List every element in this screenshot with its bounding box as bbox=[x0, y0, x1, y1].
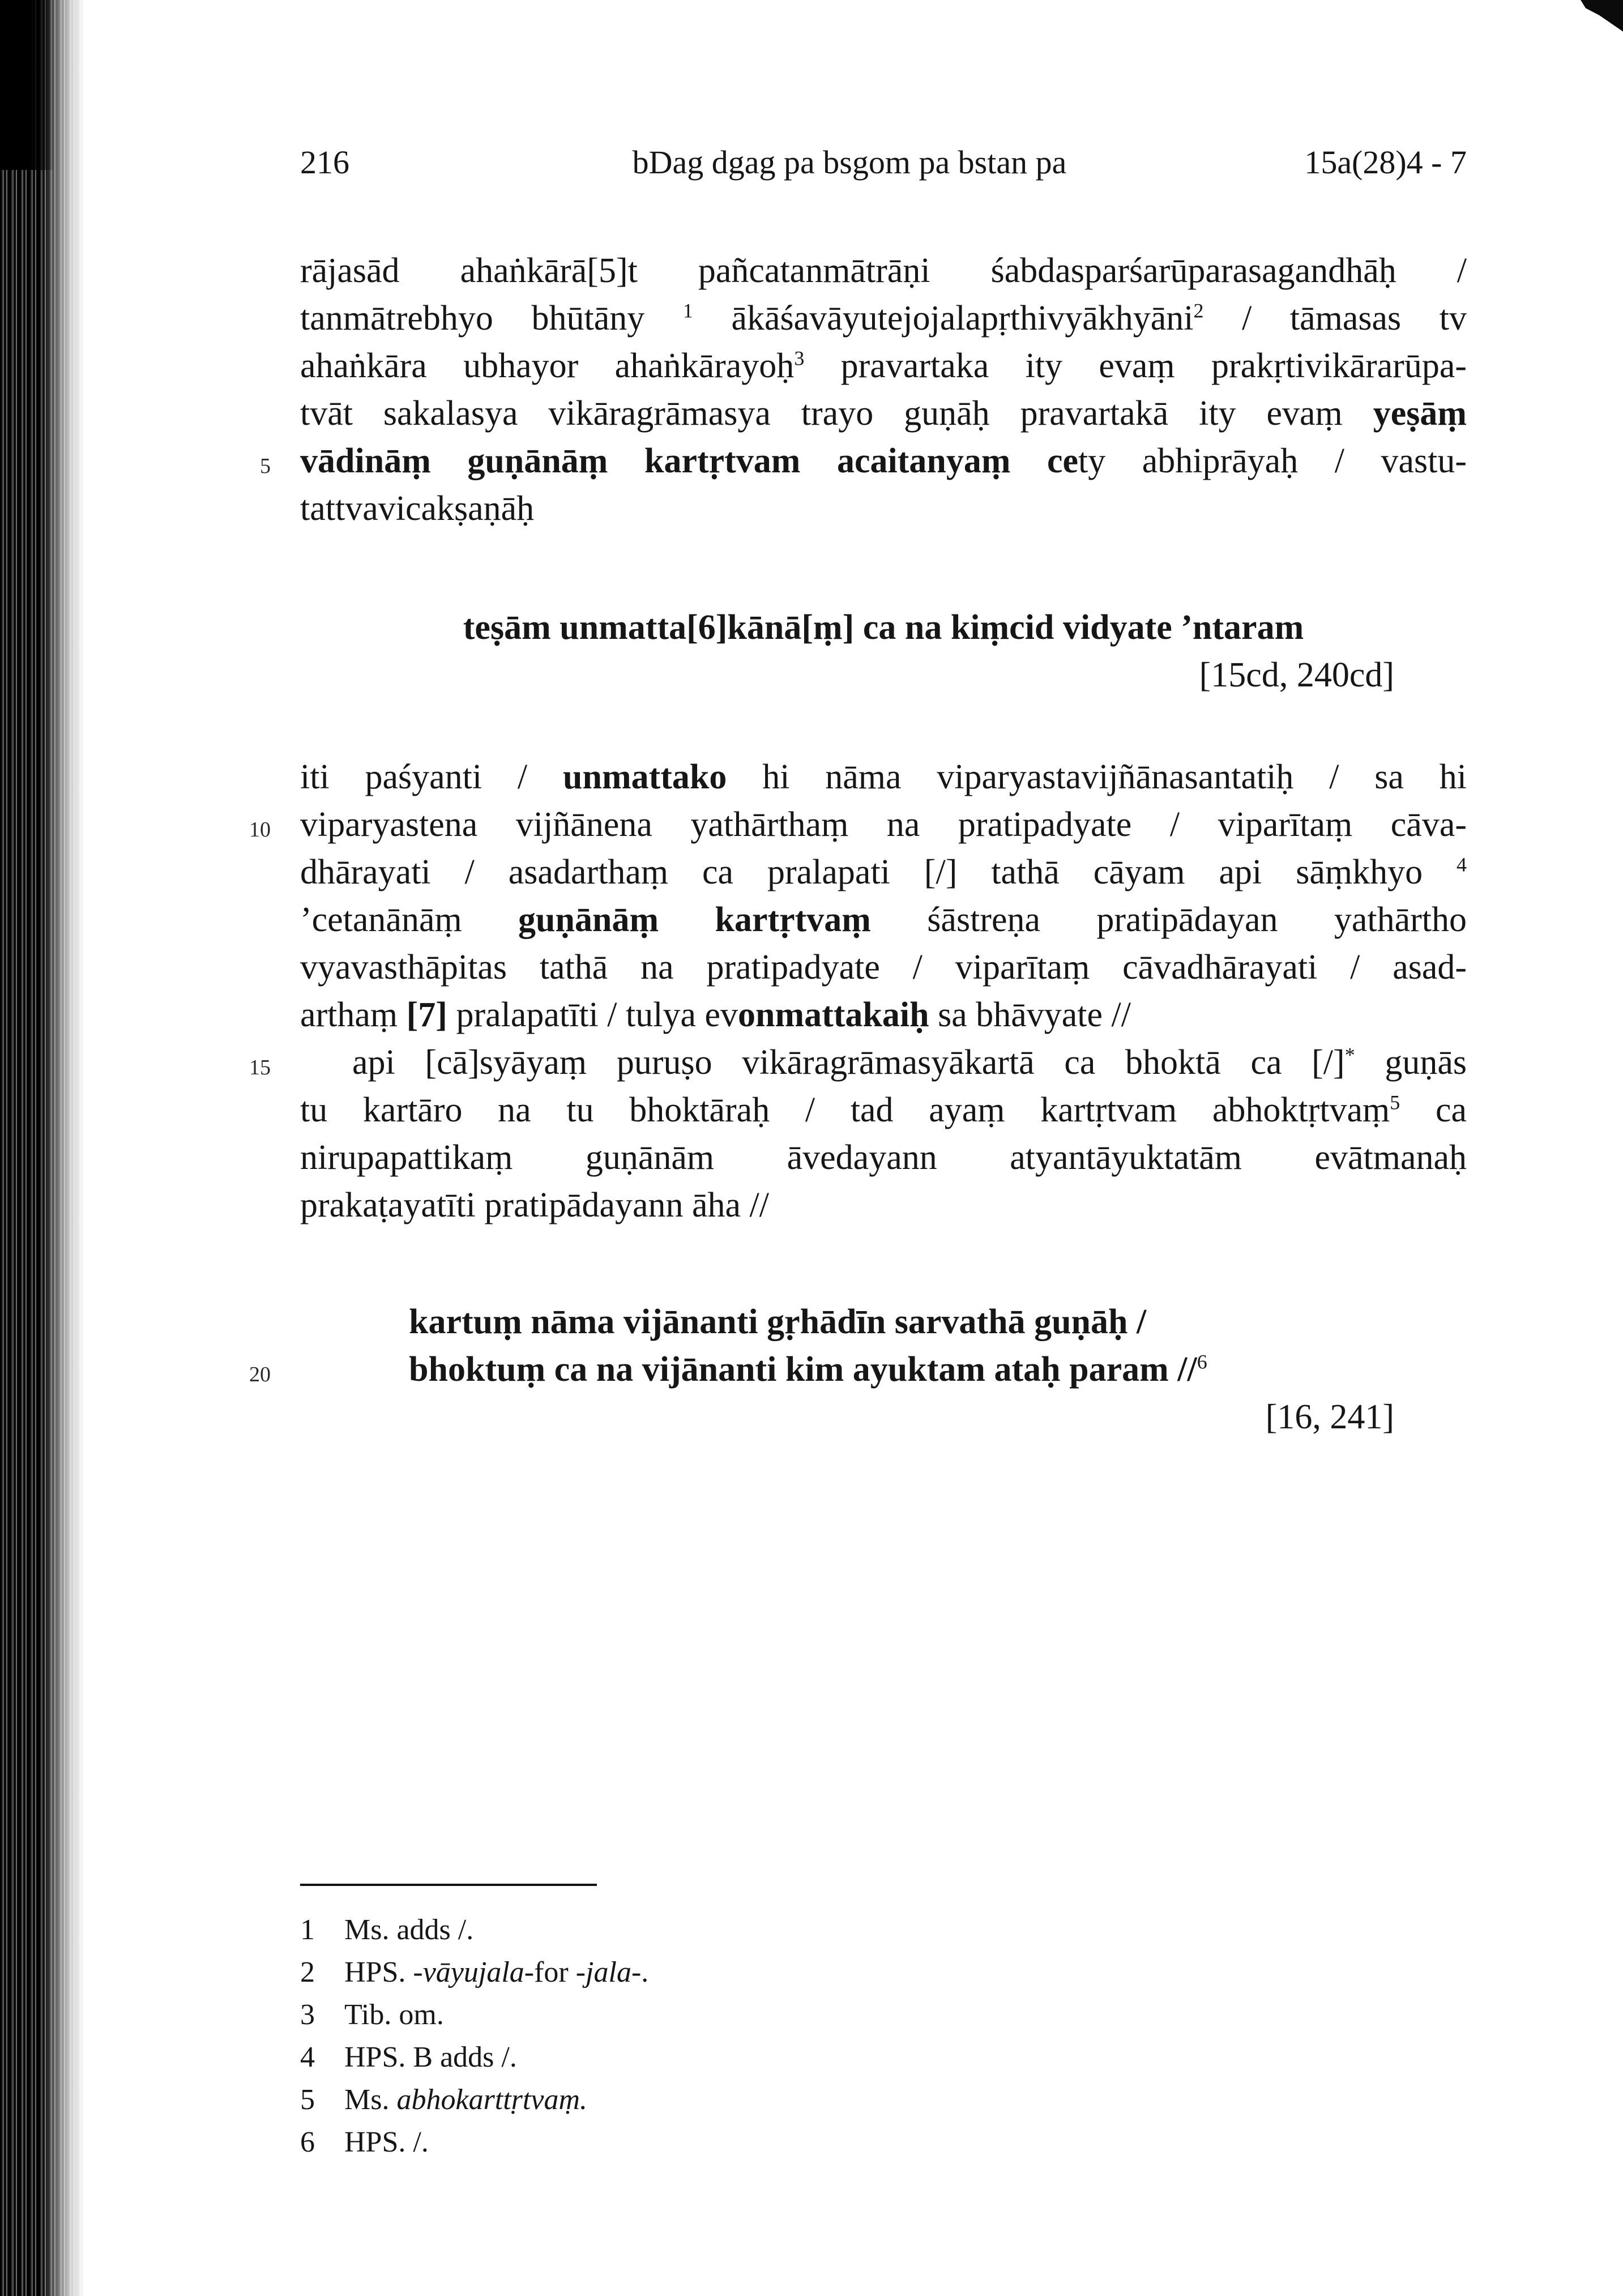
text-segment: rājasād ahaṅkārā[5]t pañcatanmātrāṇi śabdasparśarūparasagandhāḥ / bbox=[300, 251, 1467, 290]
margin-line-number-15: 15 bbox=[249, 1056, 271, 1079]
text-segment: tu kartāro na tu bhoktāraḥ / tad ayaṃ kartṛtvam abhoktṛtvaṃ bbox=[300, 1091, 1390, 1129]
footnote-item bbox=[300, 1951, 1467, 1994]
text-segment: viparyastena vijñānena yathārthaṃ na pratipadyate / viparītaṃ cāva- bbox=[300, 805, 1467, 844]
text-line bbox=[300, 1039, 1467, 1086]
verse-lines bbox=[300, 604, 1467, 651]
footnote-text bbox=[344, 1909, 1467, 1951]
footnote-text bbox=[344, 1951, 1467, 1994]
footnotes-section bbox=[300, 1884, 1467, 2163]
paragraph-1 bbox=[300, 247, 1467, 532]
text-segment: sa bhāvyate // bbox=[929, 996, 1131, 1034]
text-segment: . bbox=[641, 1956, 649, 1988]
text-segment: tanmātrebhyo bhūtāny bbox=[300, 299, 683, 338]
page-header bbox=[300, 143, 1467, 182]
margin-line-number-10: 10 bbox=[249, 818, 271, 842]
footnote-text bbox=[344, 2121, 1467, 2163]
text-line bbox=[300, 1181, 1467, 1229]
text-segment: api [cā]syāyaṃ puruṣo vikāragrāmasyākartā ca bhoktā ca [/] bbox=[352, 1043, 1345, 1082]
text-segment: vyavasthāpitas tathā na pratipadyate / viparītaṃ cāvadhārayati / asad- bbox=[300, 948, 1467, 987]
superscript-note-ref: 4 bbox=[1457, 853, 1467, 876]
text-segment: [7] bbox=[406, 996, 447, 1034]
text-line bbox=[300, 604, 1467, 651]
text-segment: HPS. /. bbox=[344, 2126, 429, 2158]
folio-reference: 15a(28)4 - 7 bbox=[1304, 144, 1467, 181]
margin-line-number-20: 20 bbox=[249, 1363, 271, 1386]
text-segment: dhārayati / asadarthaṃ ca pralapati [/] tathā cāyam api sāṃkhyo bbox=[300, 853, 1457, 891]
text-line bbox=[300, 1134, 1467, 1181]
paragraph-3 bbox=[300, 1039, 1467, 1229]
text-line bbox=[300, 801, 1467, 848]
paragraph-2 bbox=[300, 753, 1467, 1039]
text-segment: ty abhiprāyaḥ / vastu- bbox=[1078, 442, 1467, 480]
text-segment: iti paśyanti / bbox=[300, 758, 563, 796]
text-segment: ca bbox=[1400, 1091, 1467, 1129]
text-segment: ’cetanānāṃ bbox=[300, 901, 519, 939]
text-line bbox=[300, 944, 1467, 991]
text-segment: -vāyujala- bbox=[413, 1956, 535, 1988]
text-segment: vādināṃ guṇānāṃ kartṛtvam acaitanyaṃ ce bbox=[300, 442, 1079, 480]
verse-lines bbox=[300, 1298, 1467, 1393]
footnote-text bbox=[344, 1994, 1467, 2036]
text-segment: ahaṅkāra ubhayor ahaṅkārayoḥ bbox=[300, 347, 795, 385]
scan-corner-mark bbox=[1561, 0, 1623, 51]
text-line bbox=[300, 485, 1467, 532]
text-segment: Ms. bbox=[344, 2084, 397, 2116]
text-segment: / tāmasas tv bbox=[1203, 299, 1467, 338]
text-segment: kartuṃ nāma vijānanti gṛhādīn sarvathā guṇāḥ / bbox=[409, 1303, 1147, 1341]
text-line bbox=[300, 1086, 1467, 1134]
verse-reference: [16, 241] bbox=[1265, 1398, 1394, 1436]
text-segment: HPS. bbox=[344, 1956, 413, 1988]
text-segment: yeṣāṃ bbox=[1373, 394, 1467, 433]
text-segment: pravartaka ity evaṃ prakṛtivikārarūpa- bbox=[804, 347, 1467, 385]
footnote-item bbox=[300, 2036, 1467, 2079]
text-segment: pralapatīti / tulya ev bbox=[447, 996, 738, 1034]
superscript-note-ref: 1 bbox=[682, 299, 693, 322]
text-line bbox=[300, 753, 1467, 801]
footnote-text bbox=[344, 2079, 1467, 2121]
text-segment: guṇānāṃ kartṛtvaṃ bbox=[518, 901, 871, 939]
text-line bbox=[300, 295, 1467, 342]
footnote-text bbox=[344, 2036, 1467, 2079]
text-segment: Tib. om. bbox=[344, 1999, 444, 2031]
footnote-item bbox=[300, 2079, 1467, 2121]
superscript-note-ref: 3 bbox=[794, 347, 805, 370]
footnote-number: 3 bbox=[300, 1999, 315, 2031]
footnote-item bbox=[300, 2121, 1467, 2163]
footnote-item bbox=[300, 1909, 1467, 1951]
footnote-number: 5 bbox=[300, 2084, 315, 2116]
text-segment: HPS. B adds /. bbox=[344, 2041, 517, 2073]
page-number: 216 bbox=[300, 144, 349, 181]
scan-binding-edge bbox=[0, 0, 85, 2296]
text-line bbox=[300, 437, 1467, 485]
verse-reference: [15cd, 240cd] bbox=[1199, 656, 1394, 694]
text-segment: arthaṃ bbox=[300, 996, 407, 1034]
text-line bbox=[300, 342, 1467, 390]
text-line bbox=[300, 247, 1467, 295]
text-segment: bhoktuṃ ca na vijānanti kim ayuktam ataḥ param // bbox=[409, 1350, 1197, 1389]
text-line bbox=[300, 848, 1467, 896]
text-line bbox=[300, 390, 1467, 437]
superscript-note-ref: * bbox=[1344, 1043, 1355, 1066]
text-segment: prakaṭayatīti pratipādayann āha // bbox=[300, 1186, 770, 1224]
footnote-number: 4 bbox=[300, 2041, 315, 2073]
text-segment: ākāśavāyutejojalapṛthivyākhyāni bbox=[693, 299, 1194, 338]
text-line bbox=[409, 1346, 1467, 1393]
superscript-note-ref: 5 bbox=[1390, 1091, 1400, 1114]
text-line bbox=[300, 896, 1467, 944]
verse-quote-15cd bbox=[300, 604, 1467, 699]
margin-line-number-5: 5 bbox=[260, 454, 271, 478]
footnote-item bbox=[300, 1994, 1467, 2036]
text-segment: for bbox=[534, 1956, 576, 1988]
footnote-list bbox=[300, 1909, 1467, 2163]
text-segment: hi nāma viparyastavijñānasantatiḥ / sa hi bbox=[727, 758, 1467, 796]
text-segment: śāstreṇa pratipādayan yathārtho bbox=[870, 901, 1467, 939]
text-segment: onmattakaiḥ bbox=[737, 996, 929, 1034]
text-segment: guṇās bbox=[1355, 1043, 1467, 1082]
footnote-number: 6 bbox=[300, 2126, 315, 2158]
superscript-note-ref: 2 bbox=[1193, 299, 1204, 322]
footnote-number: 1 bbox=[300, 1914, 315, 1946]
text-segment: unmattako bbox=[562, 758, 727, 796]
text-segment: tattvavicakṣaṇāḥ bbox=[300, 489, 535, 528]
footnote-separator-rule bbox=[300, 1884, 597, 1886]
text-segment: nirupapattikaṃ guṇānām āvedayann atyantāyuktatām evātmanaḥ bbox=[300, 1138, 1467, 1177]
text-line bbox=[409, 1298, 1467, 1346]
superscript-note-ref: 6 bbox=[1197, 1350, 1207, 1373]
text-segment: tvāt sakalasya vikāragrāmasya trayo guṇāḥ pravartakā ity evaṃ bbox=[300, 394, 1373, 433]
text-segment: -jala- bbox=[575, 1956, 642, 1988]
running-title: bDag dgag pa bsgom pa bstan pa bbox=[632, 144, 1067, 181]
text-segment: teṣām unmatta[6]kānā[ṃ] ca na kiṃcid vidyate ’ntaram bbox=[463, 608, 1304, 647]
text-segment: Ms. adds /. bbox=[344, 1914, 474, 1946]
text-segment: abhokarttṛtvaṃ. bbox=[396, 2084, 588, 2116]
verse-quote-16 bbox=[300, 1298, 1467, 1441]
text-line bbox=[300, 991, 1467, 1039]
footnote-number: 2 bbox=[300, 1956, 315, 1988]
